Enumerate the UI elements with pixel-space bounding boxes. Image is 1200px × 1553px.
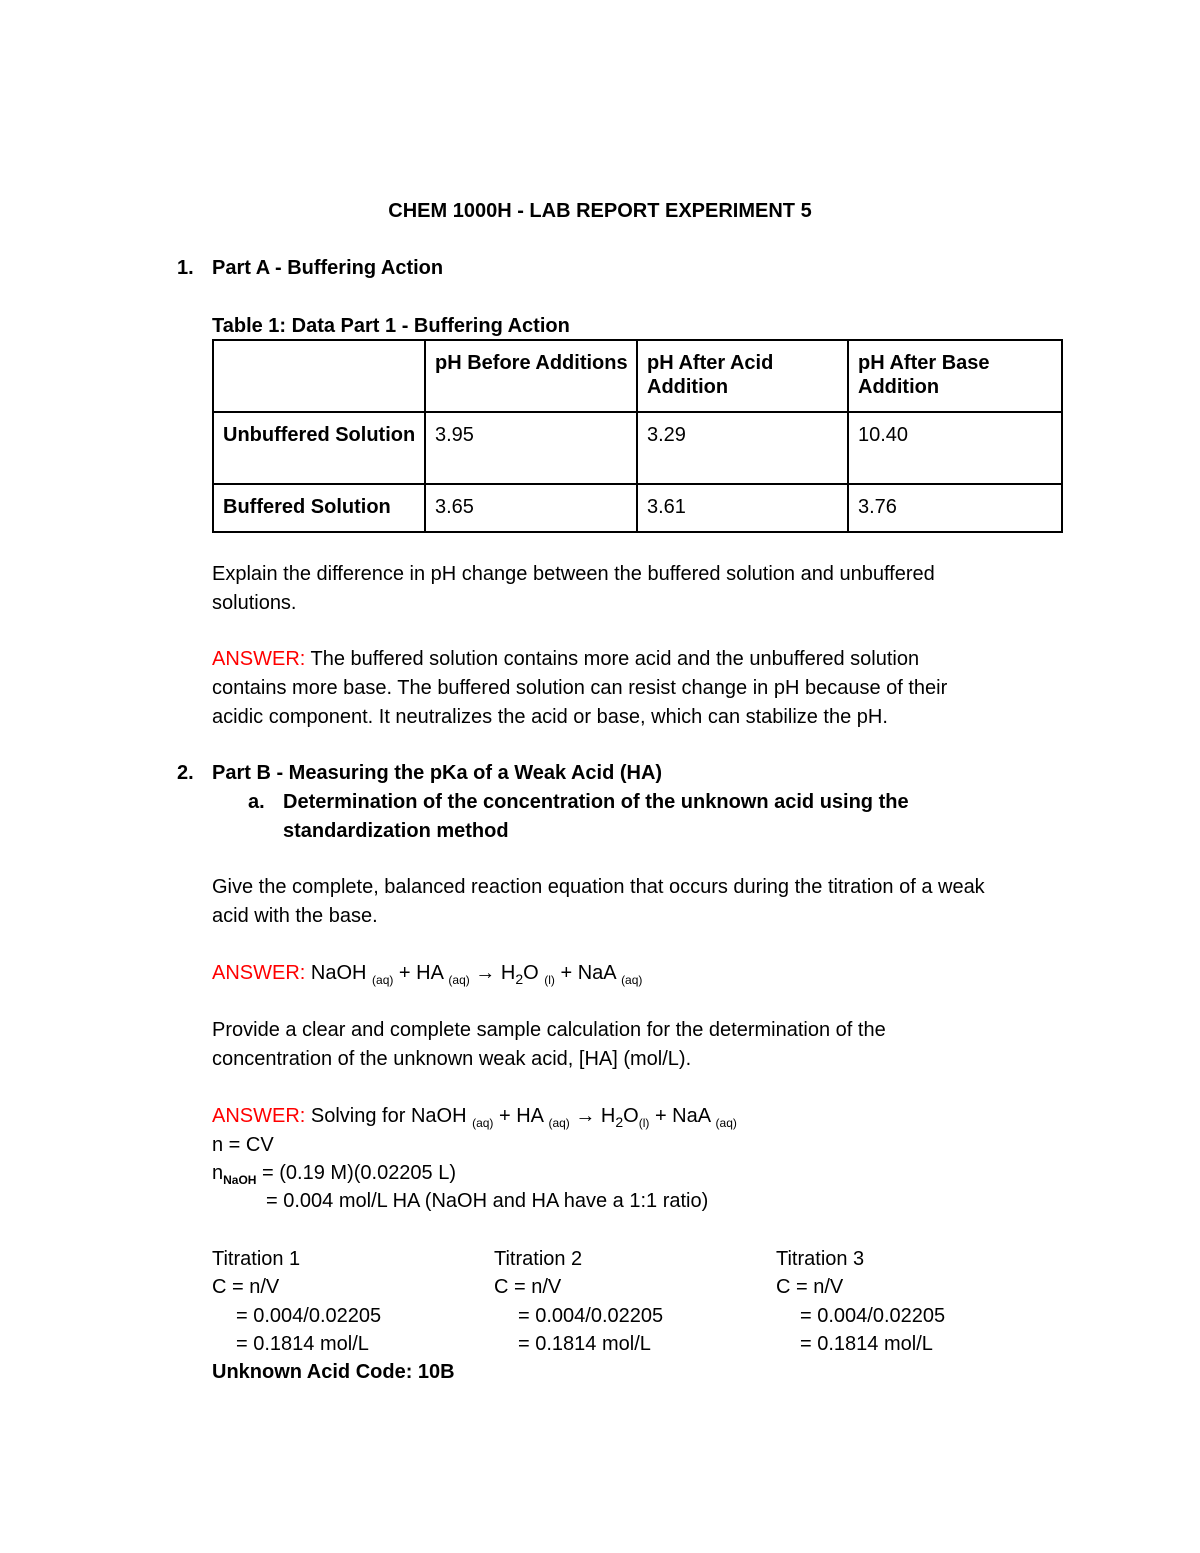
question-3-line-1: Provide a clear and complete sample calculation for the determination of the — [212, 1019, 886, 1041]
eq-state: (aq) — [448, 973, 470, 987]
section-2-number: 2. — [177, 762, 194, 784]
calc-solving: Solving for NaOH — [305, 1105, 473, 1127]
question-3-line-2: concentration of the unknown weak acid, [HA] (mol/L). — [212, 1048, 692, 1070]
calc-equation — [212, 1105, 737, 1128]
calc-n: n — [212, 1162, 224, 1184]
table-cell: 3.65 — [425, 484, 637, 532]
table-row — [213, 484, 1062, 532]
titration-2-result: = 0.1814 mol/L — [518, 1333, 651, 1355]
row-label: Unbuffered Solution — [213, 412, 425, 484]
section-1-heading: Part A - Buffering Action — [212, 257, 444, 279]
eq-ha: + HA — [393, 962, 449, 984]
answer-label: ANSWER: — [212, 962, 306, 984]
eq-o: O — [623, 1105, 639, 1127]
table-row — [213, 412, 1062, 484]
calc-n-value: = (0.19 M)(0.02205 L) — [256, 1162, 457, 1184]
eq-state: (l) — [544, 973, 555, 987]
table-cell: 3.76 — [848, 484, 1062, 532]
eq-state: (aq) — [548, 1116, 570, 1130]
titration-1-result: = 0.1814 mol/L — [236, 1333, 369, 1355]
calc-n-subscript: NaOH — [223, 1173, 257, 1187]
question-2-line-2: acid with the base. — [212, 905, 378, 927]
calc-n-naoh — [212, 1162, 456, 1185]
titration-1-formula: C = n/V — [212, 1276, 280, 1298]
answer-1-line-3: acidic component. It neutralizes the acid or base, which can stabilize the pH. — [212, 706, 888, 728]
titration-3-formula: C = n/V — [776, 1276, 844, 1298]
row-label: Buffered Solution — [213, 484, 425, 532]
table-header-cell — [213, 340, 425, 412]
titration-2-step: = 0.004/0.02205 — [518, 1305, 664, 1327]
buffering-table — [212, 339, 1063, 533]
unknown-acid-code: Unknown Acid Code: 10B — [212, 1361, 455, 1383]
eq-state: (l) — [638, 1116, 650, 1130]
eq-state: (aq) — [372, 973, 394, 987]
eq-state: (aq) — [715, 1116, 737, 1130]
eq-naa: + NaA — [554, 962, 622, 984]
eq-subscript: 2 — [615, 1114, 624, 1130]
eq-state: (aq) — [472, 1116, 494, 1130]
table-header-cell: pH Before Additions — [425, 340, 637, 412]
section-1-number: 1. — [177, 257, 194, 279]
answer-1-line-1 — [212, 648, 919, 671]
eq-arrow-h: → H — [469, 962, 516, 984]
eq-naoh: NaOH — [305, 962, 367, 984]
eq-naa: + NaA — [649, 1105, 716, 1127]
table-cell: 3.29 — [637, 412, 848, 484]
calc-n-result: = 0.004 mol/L HA (NaOH and HA have a 1:1 ratio) — [266, 1190, 709, 1212]
table-header-cell: pH After Base Addition — [848, 340, 1062, 412]
table-cell: 3.61 — [637, 484, 848, 532]
answer-label: ANSWER: — [212, 1105, 306, 1127]
table-header-row — [213, 340, 1062, 412]
table-cell: 10.40 — [848, 412, 1062, 484]
table-header-cell: pH After Acid Addition — [637, 340, 848, 412]
titration-3-step: = 0.004/0.02205 — [800, 1305, 946, 1327]
answer-text: The buffered solution contains more acid and the unbuffered solution — [305, 648, 920, 670]
titration-2-formula: C = n/V — [494, 1276, 562, 1298]
titration-2-title: Titration 2 — [494, 1248, 583, 1270]
titration-3-title: Titration 3 — [776, 1248, 865, 1270]
calc-n-cv: n = CV — [212, 1134, 274, 1156]
eq-subscript: 2 — [515, 971, 524, 987]
table-caption: Table 1: Data Part 1 - Buffering Action — [212, 315, 570, 337]
question-2-line-1: Give the complete, balanced reaction equation that occurs during the titration of a weak — [212, 876, 985, 898]
answer-1-line-2: contains more base. The buffered solution can resist change in pH because of their — [212, 677, 948, 699]
eq-ha: + HA — [493, 1105, 549, 1127]
table-cell: 3.95 — [425, 412, 637, 484]
reaction-equation — [212, 962, 642, 985]
subsection-heading-line-2: standardization method — [283, 820, 509, 842]
answer-label: ANSWER: — [212, 648, 306, 670]
question-1-line-1: Explain the difference in pH change between the buffered solution and unbuffered — [212, 563, 935, 585]
titration-3-result: = 0.1814 mol/L — [800, 1333, 933, 1355]
eq-o: O — [523, 962, 545, 984]
subsection-heading-line-1: Determination of the concentration of the unknown acid using the — [283, 791, 909, 813]
titration-1-title: Titration 1 — [212, 1248, 301, 1270]
question-1-line-2: solutions. — [212, 592, 297, 614]
eq-state: (aq) — [621, 973, 643, 987]
subsection-letter: a. — [248, 791, 265, 813]
section-2-heading: Part B - Measuring the pKa of a Weak Acid (HA) — [212, 762, 663, 784]
page-title: CHEM 1000H - LAB REPORT EXPERIMENT 5 — [388, 200, 812, 222]
titration-1-step: = 0.004/0.02205 — [236, 1305, 382, 1327]
eq-arrow-h: → H — [569, 1105, 616, 1127]
